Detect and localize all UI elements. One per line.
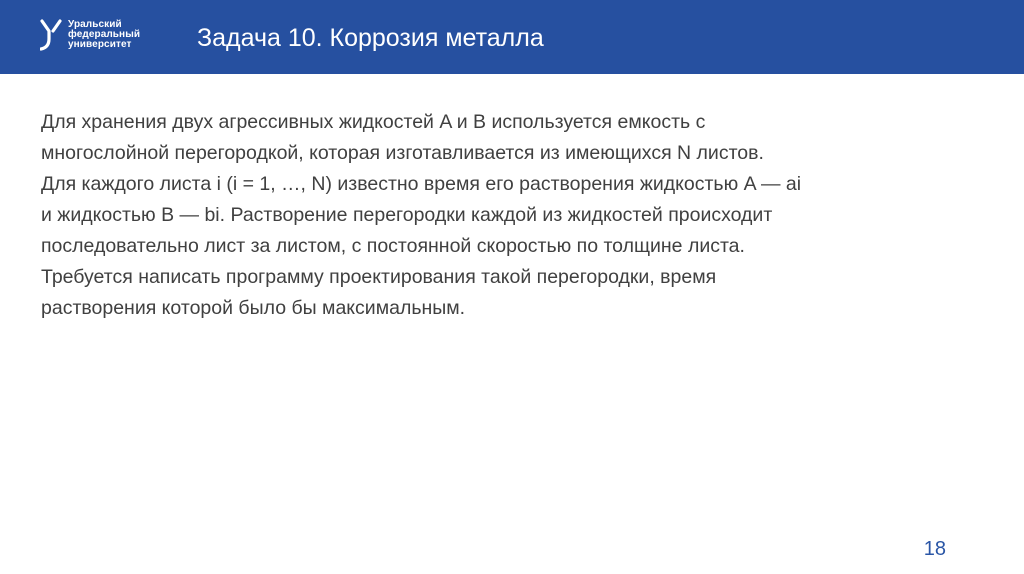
logo-line-2: федеральный: [68, 29, 141, 40]
logo-line-3: университет: [68, 39, 132, 50]
task-description: [41, 107, 981, 324]
header-bar: [0, 0, 1024, 74]
text-line-7: растворения которой было бы максимальным.: [41, 297, 466, 319]
logo-line-1: Уральский: [68, 19, 122, 30]
text-line-4: и жидкостью B — bi. Растворение перегородки каждой из жидкостей происходит: [41, 204, 773, 226]
university-logo-icon: [40, 19, 62, 51]
text-line-1: Для хранения двух агрессивных жидкостей A и B используется емкость с: [41, 111, 706, 133]
university-logo: [40, 15, 140, 55]
text-line-3: Для каждого листа i (i = 1, …, N) известно время его растворения жидкостью A — ai: [41, 173, 802, 195]
page-number: 18: [923, 538, 946, 560]
slide-title: Задача 10. Коррозия металла: [197, 24, 544, 52]
text-line-6: Требуется написать программу проектирования такой перегородки, время: [41, 266, 717, 288]
text-line-5: последовательно лист за листом, с постоянной скоростью по толщине листа.: [41, 235, 745, 257]
text-line-2: многослойной перегородкой, которая изготавливается из имеющихся N листов.: [41, 142, 764, 164]
logo-wordmark: [68, 20, 140, 50]
